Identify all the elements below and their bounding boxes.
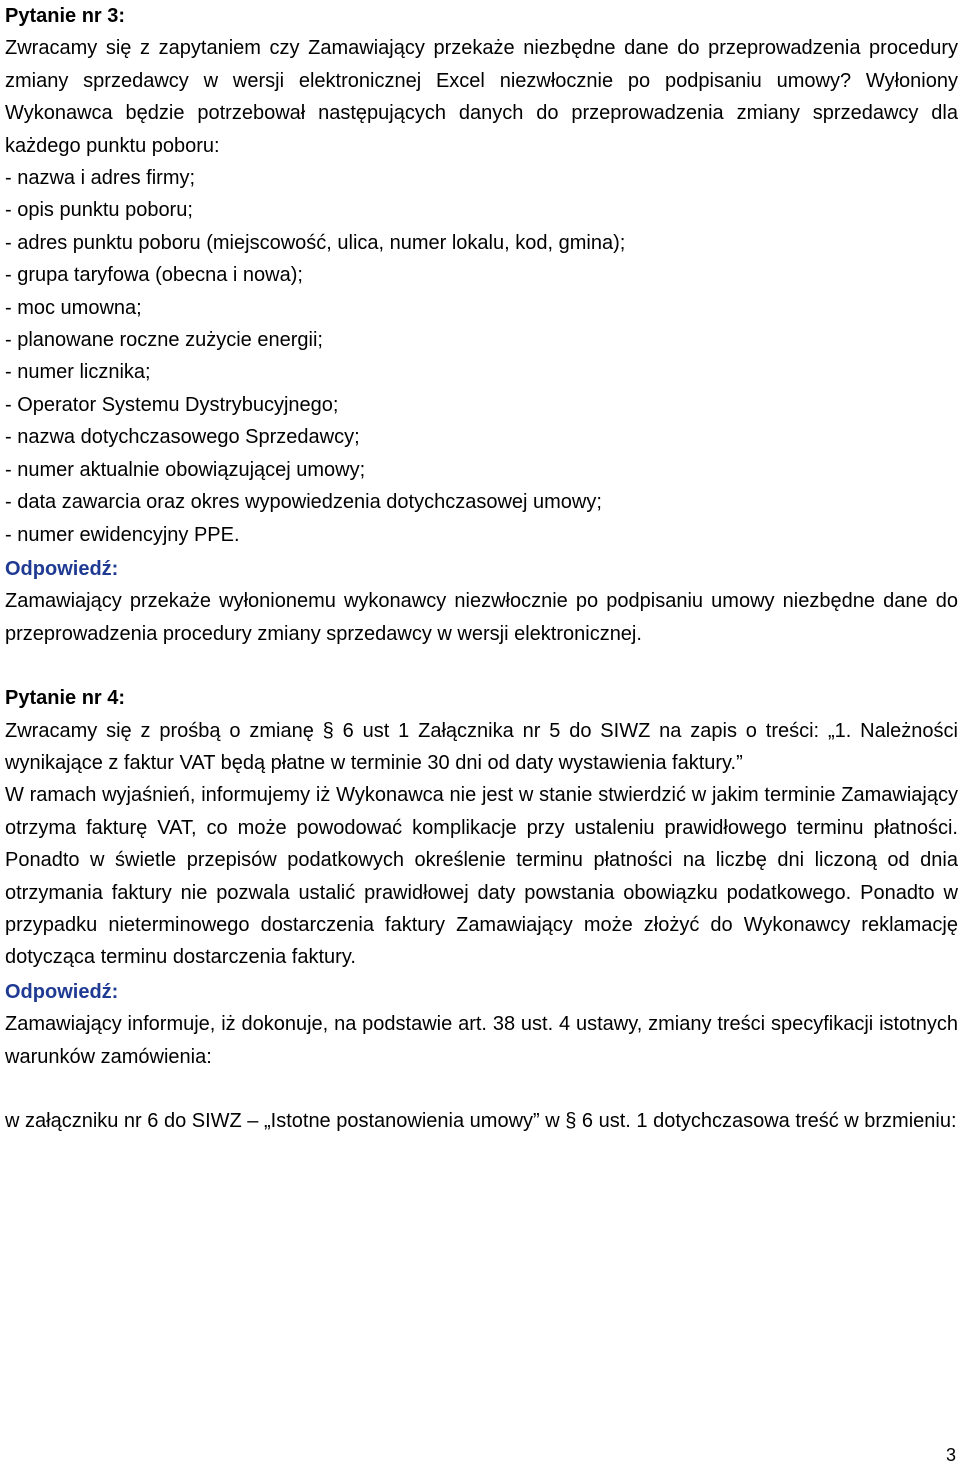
- question-4-section: [5, 682, 958, 1137]
- list-item: - nazwa i adres firmy;: [5, 167, 196, 190]
- list-item: - adres punktu poboru (miejscowość, ulica, numer lokalu, kod, gmina);: [5, 231, 626, 254]
- list-item: - data zawarcia oraz okres wypowiedzenia dotychczasowej umowy;: [5, 491, 602, 514]
- list-item: - numer aktualnie obowiązującej umowy;: [5, 458, 366, 481]
- list-item: - planowane roczne zużycie energii;: [5, 329, 323, 352]
- list-item: - Operator Systemu Dystrybucyjnego;: [5, 393, 339, 416]
- question-3-answer-body: Zamawiający przekaże wyłonionemu wykonawcy niezwłocznie po podpisaniu umowy niezbędne dane do przeprowadzenia procedury zmiany sprzedawcy w wersji elektronicznej.: [5, 590, 958, 645]
- question-3-data-list: [5, 162, 958, 551]
- list-item: - numer licznika;: [5, 361, 151, 384]
- question-3-answer-heading: Odpowiedź:: [5, 557, 119, 580]
- document-page: [5, 0, 958, 1137]
- list-item: - nazwa dotychczasowego Sprzedawcy;: [5, 426, 360, 449]
- list-item: - grupa taryfowa (obecna i nowa);: [5, 264, 303, 287]
- question-4-answer-heading: Odpowiedź:: [5, 980, 119, 1003]
- question-4-explanation: W ramach wyjaśnień, informujemy iż Wykonawca nie jest w stanie stwierdzić w jakim terminie Zamawiający otrzyma fakturę VAT, co może powodować komplikacje przy ustaleniu prawidłowego terminu płatności. Ponadto w świetle przepisów podatkowych określenie terminu płatności na liczbę dni liczoną od dnia otrzymania faktury nie pozwala ustalić prawidłowej daty powstania obowiązku podatkowego. Ponadto w przypadku nieterminowego dostarczenia faktury Zamawiający może złożyć do Wykonawcy reklamację dotycząca terminu dostarczenia faktury.: [5, 784, 958, 969]
- question-4-heading: Pytanie nr 4:: [5, 687, 126, 710]
- question-4-answer-body: Zamawiający informuje, iż dokonuje, na podstawie art. 38 ust. 4 ustawy, zmiany treści specyfikacji istotnych warunków zamówienia:: [5, 1013, 958, 1068]
- question-4-attachment-note: w załączniku nr 6 do SIWZ – „Istotne postanowienia umowy” w § 6 ust. 1 dotychczasowa treść w brzmieniu:: [5, 1110, 957, 1132]
- question-4-body: Zwracamy się z prośbą o zmianę § 6 ust 1 Załącznika nr 5 do SIWZ na zapis o treści: „1. Należności wynikające z faktur VAT będą płatne w terminie 30 dni od daty wystawienia faktury.”: [5, 719, 958, 774]
- question-3-body: Zwracamy się z zapytaniem czy Zamawiający przekaże niezbędne dane do przeprowadzenia procedury zmiany sprzedawcy w wersji elektronicznej Excel niezwłocznie po podpisaniu umowy? Wyłoniony Wykonawca będzie potrzebował następujących danych do przeprowadzenia zmiany sprzedawcy dla każdego punktu poboru:: [5, 37, 958, 157]
- list-item: - numer ewidencyjny PPE.: [5, 523, 240, 546]
- page-number: 3: [945, 1445, 956, 1465]
- question-3-heading: Pytanie nr 3:: [5, 5, 126, 27]
- list-item: - moc umowna;: [5, 296, 142, 319]
- list-item: - opis punktu poboru;: [5, 199, 193, 222]
- question-3-section: [5, 0, 958, 650]
